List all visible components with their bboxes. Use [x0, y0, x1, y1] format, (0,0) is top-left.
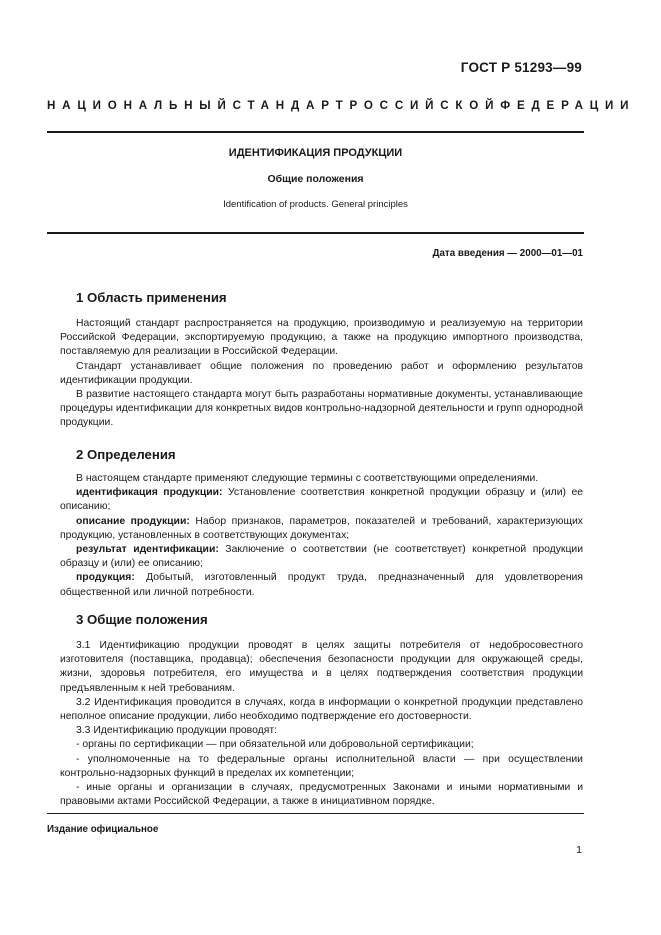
paragraph: 3.2 Идентификация проводится в случаях, когда в информации о конкретной продукции представлено неполное описание продукции, либо необходимо подтверждение его достоверности.: [60, 696, 583, 723]
paragraph: 3.1 Идентификацию продукции проводят в целях защиты потребителя от недобросовестного изготовителя (поставщика, продавца); обеспечения безопасности продукции для окружающей среды, жизни, здоровья потребителя, его имущества и в целях подтверждения соответствия продукции предъявленным к ней требованиям.: [60, 640, 583, 694]
definition-item: [60, 515, 583, 543]
definition: Набор признаков, параметров, показателей и требований, характеризующих продукцию, установленных в соответствующих документах;: [60, 515, 583, 541]
paragraph: В настоящем стандарте применяют следующие термины с соответствующими определениями.: [76, 473, 539, 484]
standard-code: ГОСТ Р 51293—99: [460, 60, 582, 75]
term: результат идентификации:: [76, 544, 219, 556]
footer-divider: [47, 813, 584, 814]
list-item: - уполномоченные на то федеральные органы исполнительной власти — при осуществлении контрольно-надзорных функций в пределах их компетенции;: [60, 753, 583, 779]
english-title: Identification of products. General principles: [223, 199, 408, 210]
section-2-body: [60, 472, 583, 600]
title-divider: [47, 232, 584, 234]
section-heading: 1 Область применения: [76, 290, 227, 305]
list-item: - иные органы и организации в случаях, предусмотренных Законами и иными нормативными и правовыми актами Российской Федерации, а также в инициативном порядке.: [60, 782, 583, 808]
top-divider: [47, 131, 584, 133]
paragraph: 3.3 Идентификацию продукции проводят:: [76, 725, 277, 737]
definition-item: [60, 543, 583, 571]
banner-word: НАЦИОНАЛЬНЫЙ: [47, 99, 233, 112]
edition-label: Издание официальное: [47, 824, 159, 835]
paragraph: Стандарт устанавливает общие положения по проведению работ и оформлению результатов идентификации продукции.: [60, 360, 583, 386]
definition-item: [60, 571, 583, 599]
document-subtitle: Общие положения: [267, 173, 364, 185]
banner-word: РОССИЙСКОЙ: [349, 99, 501, 112]
list-item: - органы по сертификации — при обязательной или добровольной сертификации;: [76, 739, 474, 751]
definition: Добытый, изготовленный продукт труда, предназначенный для удовлетворения общественной или личной потребности.: [60, 572, 583, 598]
paragraph: В развитие настоящего стандарта могут быть разработаны нормативные документы, устанавливающие процедуры идентификации для конкретных видов контрольно-надзорной деятельности и групп однородной продукции.: [60, 389, 583, 429]
document-title: ИДЕНТИФИКАЦИЯ ПРОДУКЦИИ: [228, 147, 403, 159]
definition: Установление соответствия конкретной продукции образцу и (или) ее описанию;: [60, 487, 584, 513]
term: описание продукции:: [76, 515, 190, 527]
term: продукция:: [76, 572, 135, 584]
paragraph: Настоящий стандарт распространяется на продукцию, производимую и реализуемую на территории Российской Федерации, экспортируемую продукцию, а также на продукцию импортного производства, поставляемую для реализации в Российской Федерации.: [60, 318, 583, 358]
definition: Заключение о соответствии (не соответствует) конкретной продукции образцу и (или) ее описанию;: [60, 544, 584, 570]
section-heading: 2 Определения: [76, 447, 176, 462]
definition-item: [60, 486, 583, 514]
term: идентификация продукции:: [76, 487, 223, 499]
banner-word: СТАНДАРТ: [232, 99, 350, 112]
section-heading: 3 Общие положения: [76, 612, 208, 627]
section-3-body: [60, 639, 583, 809]
section-1-body: [60, 317, 583, 431]
banner-word: ФЕДЕРАЦИИ: [500, 99, 636, 112]
national-standard-banner: [47, 99, 636, 112]
page-number: 1: [576, 844, 582, 856]
introduction-date: Дата введения — 2000—01—01: [432, 248, 583, 259]
